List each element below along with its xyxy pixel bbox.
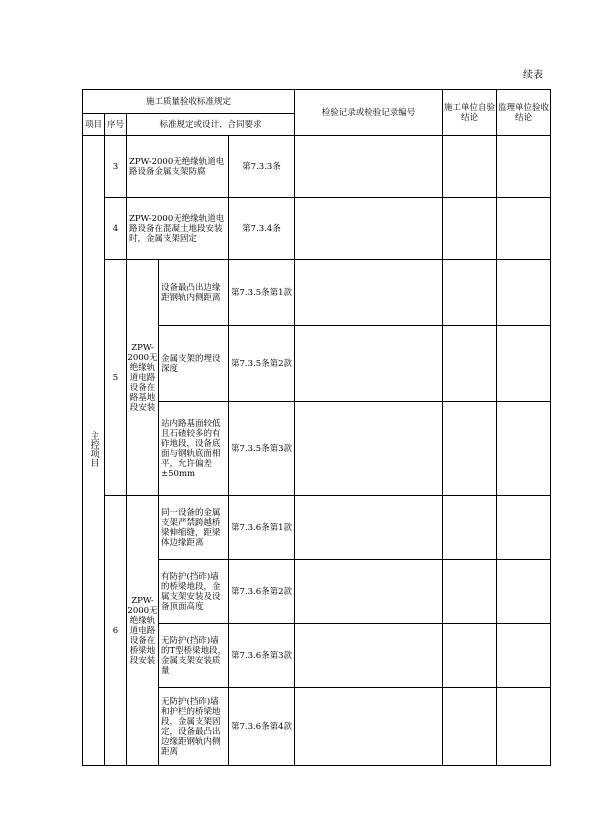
contractor-conclusion-cell[interactable] [443, 560, 497, 624]
clause-cell: 第7.3.6条第4款 [229, 688, 295, 766]
sub-requirement-text: 无防护(挡砟)墙的T型桥梁地段，金属支架安装质量 [159, 624, 229, 688]
record-header: 检验记录或检验记录编号 [295, 90, 443, 136]
sub-requirement-text: 设备最凸出边缘距钢轨内侧距离 [159, 260, 229, 326]
sub-requirement-text: 有防护(挡砟)墙的桥梁地段，金属支架安装及设备顶面高度 [159, 560, 229, 624]
record-cell[interactable] [295, 136, 443, 198]
supervisor-conclusion-cell[interactable] [497, 624, 551, 688]
contractor-conclusion-cell[interactable] [443, 688, 497, 766]
clause-cell: 第7.3.5条第2款 [229, 326, 295, 402]
supervisor-conclusion-cell[interactable] [497, 260, 551, 326]
requirement-text: ZPW-2000无绝缘轨道电路设备在混凝土地段安装时，金属支架固定 [127, 198, 229, 260]
contractor-conclusion-cell[interactable] [443, 260, 497, 326]
seq-cell: 5 [105, 260, 127, 496]
seq-cell: 4 [105, 198, 127, 260]
item-header: 项目 [83, 114, 105, 136]
seq-cell: 3 [105, 136, 127, 198]
seq-cell: 6 [105, 496, 127, 766]
clause-cell: 第7.3.6条第1款 [229, 496, 295, 560]
requirement-header: 标准规定或设计、合同要求 [127, 114, 295, 136]
requirement-text: ZPW-2000无绝缘轨道电路设备金属支架防腐 [127, 136, 229, 198]
contractor-conclusion-cell[interactable] [443, 326, 497, 402]
group-title: ZPW-2000无绝缘轨道电路设备在路基地段安装 [127, 260, 159, 496]
inspection-table [82, 89, 551, 766]
contractor-conclusion-cell[interactable] [443, 624, 497, 688]
supervisor-conclusion-cell[interactable] [497, 560, 551, 624]
contractor-conclusion-cell[interactable] [443, 402, 497, 496]
seq-header: 序号 [105, 114, 127, 136]
sub-requirement-text: 无防护(挡砟)墙和护栏的桥梁地段，金属支架固定，设备最凸出边缘距钢轨内侧距离 [159, 688, 229, 766]
record-cell[interactable] [295, 402, 443, 496]
clause-cell: 第7.3.5条第3款 [229, 402, 295, 496]
record-cell[interactable] [295, 560, 443, 624]
supervisor-conclusion-cell[interactable] [497, 496, 551, 560]
contractor-conclusion-cell[interactable] [443, 496, 497, 560]
supervisor-conclusion-cell[interactable] [497, 136, 551, 198]
clause-cell: 第7.3.6条第2款 [229, 560, 295, 624]
clause-cell: 第7.3.4条 [229, 198, 295, 260]
continued-label: 续表 [523, 70, 543, 81]
contractor-conclusion-cell[interactable] [443, 198, 497, 260]
clause-cell: 第7.3.6条第3款 [229, 624, 295, 688]
supervisor-conclusion-header: 监理单位验收结论 [497, 90, 551, 136]
record-cell[interactable] [295, 198, 443, 260]
supervisor-conclusion-cell[interactable] [497, 402, 551, 496]
clause-cell: 第7.3.5条第1款 [229, 260, 295, 326]
sub-requirement-text: 站内路基面较低且石碴较多的有砟地段，设备底面与钢轨底面相平，允许偏差±50mm [159, 402, 229, 496]
clause-cell: 第7.3.3条 [229, 136, 295, 198]
record-cell[interactable] [295, 688, 443, 766]
item-category-cell [83, 136, 105, 766]
group-title: ZPW-2000无绝缘轨道电路设备在桥梁地段安装 [127, 496, 159, 766]
supervisor-conclusion-cell[interactable] [497, 688, 551, 766]
record-cell[interactable] [295, 496, 443, 560]
sub-requirement-text: 金属支架的埋设深度 [159, 326, 229, 402]
contractor-conclusion-cell[interactable] [443, 136, 497, 198]
supervisor-conclusion-cell[interactable] [497, 326, 551, 402]
record-cell[interactable] [295, 326, 443, 402]
supervisor-conclusion-cell[interactable] [497, 198, 551, 260]
record-cell[interactable] [295, 624, 443, 688]
contractor-conclusion-header: 施工单位自验结论 [443, 90, 497, 136]
record-cell[interactable] [295, 260, 443, 326]
item-category-label: 主控项目 [88, 431, 99, 467]
standard-group-header: 施工质量验收标准规定 [83, 90, 295, 114]
sub-requirement-text: 同一设备的金属支架严禁跨越桥梁伸缩缝，距梁体边缘距离 [159, 496, 229, 560]
